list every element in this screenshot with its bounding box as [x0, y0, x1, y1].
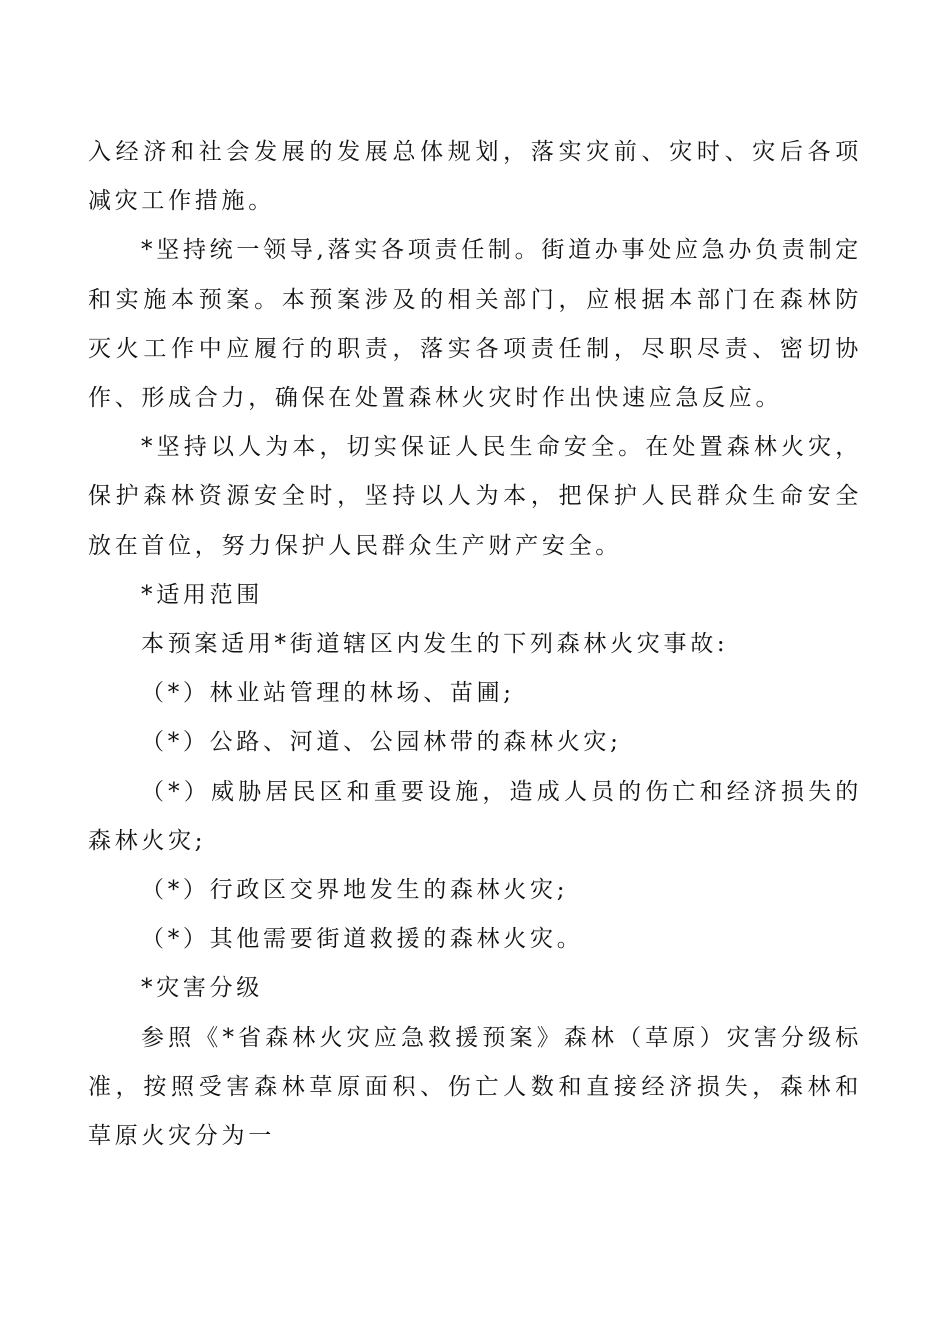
list-item-forest-farms: （*）林业站管理的林场、苗圃; — [141, 680, 515, 707]
list-item-roads-rivers: （*）公路、河道、公园林带的森林火灾; — [141, 729, 622, 756]
paragraph-grading-standard: 参照《*省森林火灾应急救援预案》森林（草原）灾害分级标准，按照受害森林草原面积、伤亡人数和直接经济损失，森林和草原火灾分为一 — [88, 1024, 862, 1150]
list-item-border-areas: （*）行政区交界地发生的森林火灾; — [141, 877, 569, 904]
list-item-residential-threat: （*）威胁居民区和重要设施，造成人员的伤亡和经济损失的森林火灾; — [88, 778, 862, 854]
heading-disaster-grading: *灾害分级 — [141, 975, 263, 1002]
heading-scope: *适用范围 — [141, 581, 263, 608]
paragraph-people-first: *坚持以人为本，切实保证人民生命安全。在处置森林火灾，保护森林资源安全时，坚持以人为本，把保护人民群众生命安全放在首位，努力保护人民群众生产财产安全。 — [88, 434, 862, 559]
list-item-other: （*）其他需要街道救援的森林火灾。 — [141, 926, 584, 953]
document-page — [88, 128, 862, 1161]
paragraph-continuation: 入经济和社会发展的发展总体规划，落实灾前、灾时、灾后各项减灾工作措施。 — [88, 139, 862, 215]
paragraph-unified-leadership: *坚持统一领导,落实各项责任制。街道办事处应急办负责制定和实施本预案。本预案涉及的相关部门，应根据本部门在森林防灭火工作中应履行的职责，落实各项责任制，尽职尽责、密切协作、形成合力，确保在处置森林火灾时作出快速应急反应。 — [88, 237, 862, 412]
paragraph-scope-intro: 本预案适用*街道辖区内发生的下列森林火灾事故: — [141, 631, 729, 658]
